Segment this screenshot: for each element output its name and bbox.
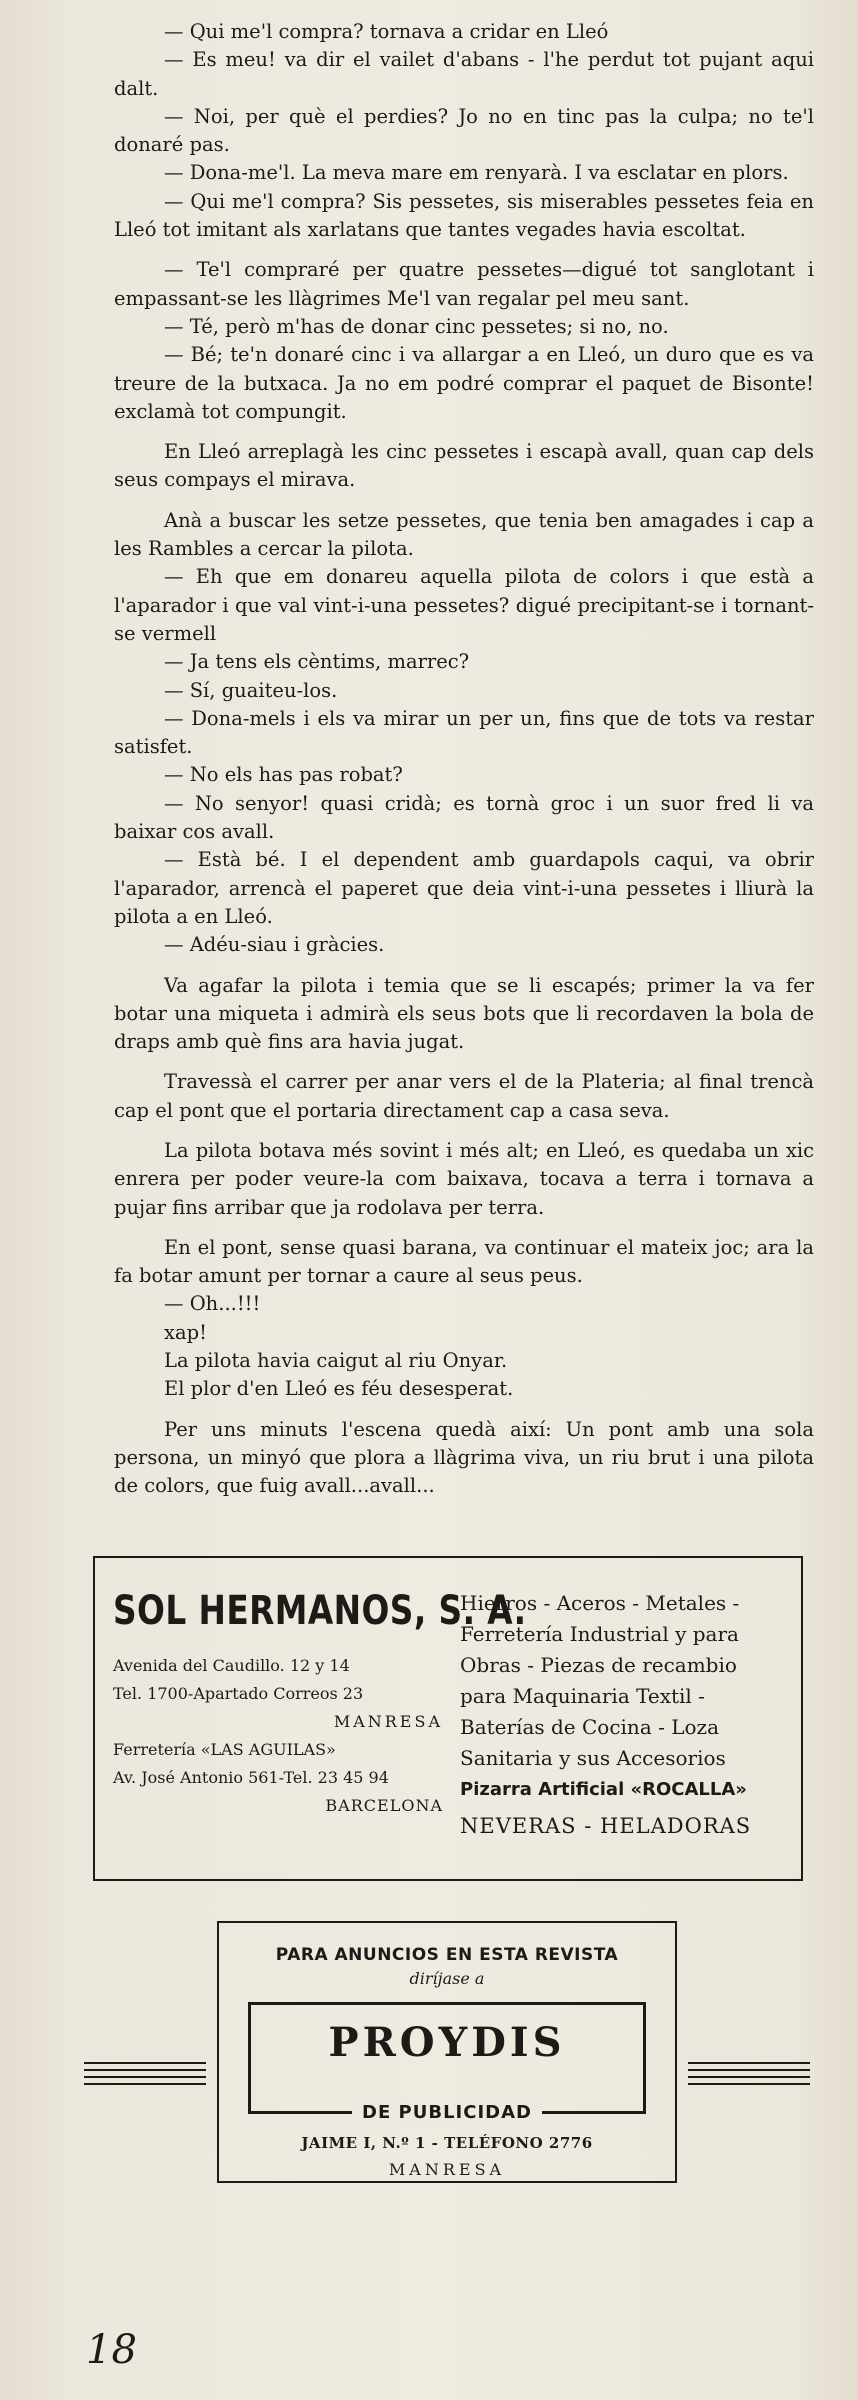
story-text bbox=[114, 18, 814, 1501]
ad-product-line: Sanitaria y sus Accesorios bbox=[460, 1746, 726, 1770]
paragraph: — Té, però m'has de donar cinc pessetes; si no, no. bbox=[164, 314, 669, 338]
ad-name-frame bbox=[248, 2002, 646, 2123]
paragraph: — Eh que em donareu aquella pilota de colors i que està a l'aparador i que val vint-i-una pessetes? digué precipitant-se i tornant-se vermell bbox=[114, 565, 814, 645]
paragraph: — Adéu-siau i gràcies. bbox=[164, 933, 385, 957]
ad-city: MANRESA bbox=[333, 1712, 443, 1731]
ad-product-line: Hierros - Aceros - Metales - bbox=[460, 1591, 740, 1615]
paragraph: Travessà el carrer per anar vers el de la Plateria; al final trencà cap el pont que el portaria directament cap a casa seva. bbox=[114, 1070, 814, 1122]
ad-address: Avenida del Caudillo. 12 y 14 bbox=[113, 1656, 350, 1675]
paragraph: — Es meu! va dir el vailet d'abans - l'he perdut tot pujant aqui dalt. bbox=[114, 48, 814, 100]
paragraph: La pilota havia caigut al riu Onyar. bbox=[164, 1349, 508, 1373]
proydis-advertisement bbox=[217, 1921, 677, 2183]
ad-brand: SOL HERMANOS, S. A. bbox=[113, 1588, 527, 1634]
ad-product-line: para Maquinaria Textil - bbox=[460, 1684, 705, 1708]
paragraph: Va agafar la pilota i temia que se li escapés; primer la va fer botar una miqueta i admirà els seus bots que li recordaven la bola de draps amb què fins ara havia jugat. bbox=[114, 973, 814, 1054]
paragraph: — Te'l compraré per quatre pessetes—digué tot sanglotant i empassant-se les llàgrimes Me'l van regalar pel meu sant. bbox=[114, 258, 814, 310]
paragraph: En Lleó arreplagà les cinc pessetes i escapà avall, quan cap dels seus compays el mirava. bbox=[114, 440, 814, 492]
paragraph: — Bé; te'n donaré cinc i va allargar a en Lleó, un duro que es va treure de la butxaca. Ja no em podré comprar el paquet de Bisonte! exclamà tot compungit. bbox=[114, 343, 814, 423]
decorative-rules-left bbox=[84, 2062, 206, 2090]
ad-name: PROYDIS bbox=[328, 2019, 566, 2066]
paragraph: Anà a buscar les setze pessetes, que tenia ben amagades i cap a les Rambles a cercar la pilota. bbox=[114, 508, 814, 561]
ad-product-line: Obras - Piezas de recambio bbox=[460, 1653, 737, 1677]
ad-neveras: NEVERAS - HELADORAS bbox=[460, 1814, 752, 1838]
ad-phone: Tel. 1700-Apartado Correos 23 bbox=[113, 1684, 364, 1703]
paragraph: — Noi, per què el perdies? Jo no en tinc pas la culpa; no te'l donaré pas. bbox=[114, 104, 814, 157]
ad-product-line: Ferretería Industrial y para bbox=[460, 1622, 739, 1646]
paragraph: — Qui me'l compra? Sis pessetes, sis miserables pessetes feia en Lleó tot imitant als xarlatans que tantes vegades havia escoltat. bbox=[114, 189, 814, 242]
ad-subheading: diríjase a bbox=[409, 1969, 485, 1988]
paragraph: En el pont, sense quasi barana, va continuar el mateix joc; ara la fa botar amunt per tornar a caure al seus peus. bbox=[114, 1235, 814, 1288]
sol-hermanos-advertisement bbox=[93, 1556, 803, 1881]
paragraph: — Dona-me'l. La meva mare em renyarà. I va esclatar en plors. bbox=[164, 161, 789, 185]
ad-rocalla: Pizarra Artificial «ROCALLA» bbox=[460, 1779, 747, 1800]
ad-name-sub: DE PUBLICIDAD bbox=[352, 2102, 542, 2123]
paragraph: — Qui me'l compra? tornava a cridar en Lleó bbox=[164, 20, 609, 43]
ad-city: BARCELONA bbox=[325, 1796, 443, 1815]
paragraph: La pilota botava més sovint i més alt; en Lleó, es quedaba un xic enrera per poder veure-la com baixava, tocava a terra i tornava a pujar fins arribar que ja rodolava per terra. bbox=[114, 1138, 814, 1219]
paragraph: — Ja tens els cèntims, marrec? bbox=[164, 650, 470, 674]
ad-address: Av. José Antonio 561-Tel. 23 45 94 bbox=[113, 1768, 389, 1787]
paragraph: Per uns minuts l'escena quedà així: Un pont amb una sola persona, un minyó que plora a llàgrima viva, un riu brut i una pilota de colors, que fuig avall...avall... bbox=[114, 1417, 814, 1498]
ad-product-line: Baterías de Cocina - Loza bbox=[460, 1715, 719, 1739]
paragraph: — Oh...!!! bbox=[164, 1292, 261, 1316]
paragraph: El plor d'en Lleó es féu desesperat. bbox=[164, 1377, 514, 1401]
page-number: 18 bbox=[86, 2327, 137, 2373]
paragraph: — No senyor! quasi cridà; es tornà groc i un suor fred li va baixar cos avall. bbox=[114, 791, 814, 844]
paragraph: xap! bbox=[164, 1320, 207, 1344]
decorative-rules-right bbox=[688, 2062, 810, 2090]
paragraph: — Dona-mels i els va mirar un per un, fins que de tots va restar satisfet. bbox=[114, 706, 814, 759]
ad-address: JAIME I, N.º 1 - TELÉFONO 2776 bbox=[301, 2134, 593, 2152]
paragraph: — No els has pas robat? bbox=[164, 763, 403, 787]
ad-store: Ferretería «LAS AGUILAS» bbox=[113, 1740, 336, 1759]
ad-products-column bbox=[460, 1588, 785, 1842]
paragraph: — Està bé. I el dependent amb guardapols caqui, va obrir l'aparador, arrencà el paperet que deia vint-i-una pessetes i lliurà la pilota a en Lleó. bbox=[114, 848, 814, 928]
ad-city: MANRESA bbox=[388, 2160, 506, 2179]
paragraph: — Sí, guaiteu-los. bbox=[164, 678, 338, 702]
ad-heading: PARA ANUNCIOS EN ESTA REVISTA bbox=[275, 1945, 619, 1965]
